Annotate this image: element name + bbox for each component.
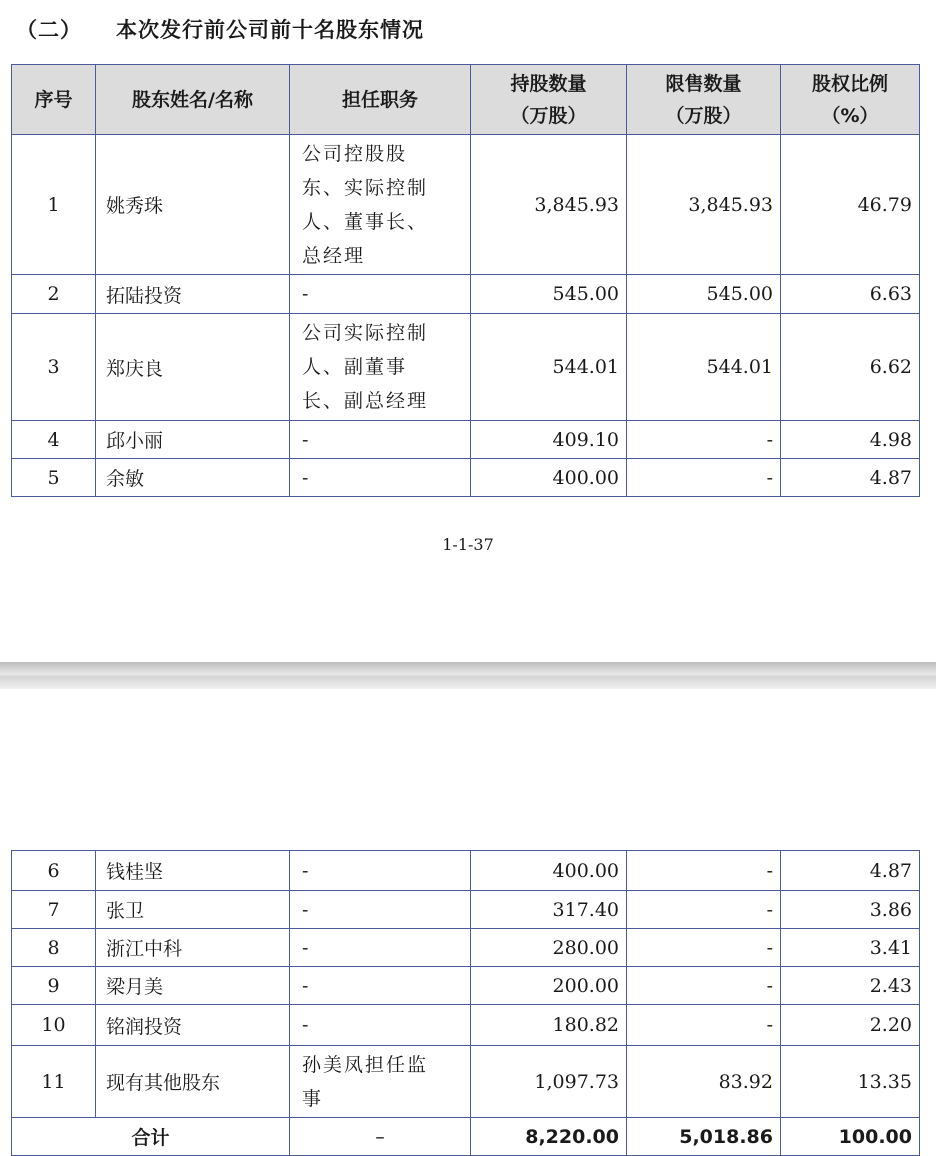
total-label: 合计 bbox=[12, 1118, 290, 1156]
table-row bbox=[12, 929, 920, 967]
cell-name: 拓陆投资 bbox=[96, 275, 290, 314]
cell-duty bbox=[290, 1005, 471, 1046]
cell-ratio: 6.63 bbox=[781, 275, 920, 314]
cell-seq: 1 bbox=[12, 135, 96, 275]
cell-ratio: 6.62 bbox=[781, 314, 920, 421]
cell-restricted: - bbox=[627, 1005, 781, 1046]
duty-line: 人、董事长、 bbox=[302, 210, 429, 233]
duty-line: 东、实际控制 bbox=[302, 176, 429, 199]
table-row bbox=[12, 459, 920, 497]
cell-shares: 409.10 bbox=[471, 421, 627, 459]
cell-seq: 4 bbox=[12, 421, 96, 459]
total-row bbox=[12, 1118, 920, 1156]
duty-line: - bbox=[302, 859, 311, 882]
table-row bbox=[12, 1005, 920, 1046]
header-seq: 序号 bbox=[12, 65, 96, 135]
cell-name: 姚秀珠 bbox=[96, 135, 290, 275]
cell-restricted: 544.01 bbox=[627, 314, 781, 421]
shareholder-table-part-1 bbox=[11, 64, 920, 497]
duty-line: - bbox=[302, 898, 311, 921]
section-heading bbox=[16, 14, 424, 44]
cell-name: 张卫 bbox=[96, 891, 290, 929]
cell-seq: 6 bbox=[12, 851, 96, 891]
cell-duty bbox=[290, 421, 471, 459]
cell-name: 现有其他股东 bbox=[96, 1046, 290, 1118]
cell-name: 余敏 bbox=[96, 459, 290, 497]
shareholder-table-part-2 bbox=[11, 850, 920, 1156]
total-ratio: 100.00 bbox=[781, 1118, 920, 1156]
cell-shares: 1,097.73 bbox=[471, 1046, 627, 1118]
duty-line: - bbox=[302, 974, 311, 997]
cell-duty bbox=[290, 1046, 471, 1118]
cell-restricted: - bbox=[627, 891, 781, 929]
cell-restricted: - bbox=[627, 851, 781, 891]
cell-restricted: - bbox=[627, 967, 781, 1005]
cell-shares: 280.00 bbox=[471, 929, 627, 967]
cell-duty bbox=[290, 314, 471, 421]
table-row bbox=[12, 851, 920, 891]
duty-line: - bbox=[302, 466, 311, 489]
cell-duty bbox=[290, 459, 471, 497]
cell-duty bbox=[290, 851, 471, 891]
cell-duty bbox=[290, 967, 471, 1005]
duty-line: 总经理 bbox=[302, 244, 366, 267]
duty-line: - bbox=[302, 936, 311, 959]
cell-seq: 2 bbox=[12, 275, 96, 314]
page-number: 1-1-37 bbox=[442, 535, 494, 554]
cell-duty bbox=[290, 135, 471, 275]
duty-line: 事 bbox=[302, 1087, 324, 1110]
page-break-divider bbox=[0, 662, 936, 689]
duty-line: - bbox=[302, 283, 311, 305]
cell-ratio: 13.35 bbox=[781, 1046, 920, 1118]
duty-line: 孙美凤担任监 bbox=[302, 1053, 429, 1076]
cell-restricted: 83.92 bbox=[627, 1046, 781, 1118]
cell-name: 郑庆良 bbox=[96, 314, 290, 421]
duty-line: - bbox=[302, 428, 311, 451]
total-shares: 8,220.00 bbox=[471, 1118, 627, 1156]
header-duty: 担任职务 bbox=[290, 65, 471, 135]
header-ratio: 股权比例 （%） bbox=[781, 65, 920, 135]
duty-line: 人、副董事 bbox=[302, 356, 408, 378]
cell-name: 梁月美 bbox=[96, 967, 290, 1005]
cell-restricted: 545.00 bbox=[627, 275, 781, 314]
cell-shares: 400.00 bbox=[471, 851, 627, 891]
cell-shares: 545.00 bbox=[471, 275, 627, 314]
duty-line: - bbox=[302, 1014, 311, 1036]
table-row bbox=[12, 135, 920, 275]
table-row bbox=[12, 1046, 920, 1118]
header-name: 股东姓名/名称 bbox=[96, 65, 290, 135]
cell-seq: 7 bbox=[12, 891, 96, 929]
cell-ratio: 4.87 bbox=[781, 851, 920, 891]
cell-name: 钱桂坚 bbox=[96, 851, 290, 891]
cell-ratio: 4.87 bbox=[781, 459, 920, 497]
cell-ratio: 4.98 bbox=[781, 421, 920, 459]
total-duty: – bbox=[290, 1118, 471, 1156]
cell-ratio: 3.41 bbox=[781, 929, 920, 967]
cell-duty bbox=[290, 929, 471, 967]
cell-ratio: 46.79 bbox=[781, 135, 920, 275]
section-title: 本次发行前公司前十名股东情况 bbox=[116, 18, 424, 42]
cell-seq: 11 bbox=[12, 1046, 96, 1118]
header-shares: 持股数量 （万股） bbox=[471, 65, 627, 135]
cell-duty bbox=[290, 891, 471, 929]
cell-shares: 400.00 bbox=[471, 459, 627, 497]
header-restricted: 限售数量 （万股） bbox=[627, 65, 781, 135]
cell-ratio: 2.20 bbox=[781, 1005, 920, 1046]
cell-duty bbox=[290, 275, 471, 314]
table-row bbox=[12, 967, 920, 1005]
cell-shares: 317.40 bbox=[471, 891, 627, 929]
cell-seq: 5 bbox=[12, 459, 96, 497]
cell-seq: 10 bbox=[12, 1005, 96, 1046]
cell-shares: 544.01 bbox=[471, 314, 627, 421]
cell-name: 浙江中科 bbox=[96, 929, 290, 967]
cell-ratio: 2.43 bbox=[781, 967, 920, 1005]
table-row bbox=[12, 421, 920, 459]
cell-shares: 3,845.93 bbox=[471, 135, 627, 275]
table-header-row bbox=[12, 65, 920, 135]
duty-line: 长、副总经理 bbox=[302, 390, 429, 412]
duty-line: 公司实际控制 bbox=[302, 322, 429, 344]
cell-seq: 3 bbox=[12, 314, 96, 421]
cell-name: 邱小丽 bbox=[96, 421, 290, 459]
duty-line: 公司控股股 bbox=[302, 142, 408, 165]
cell-ratio: 3.86 bbox=[781, 891, 920, 929]
total-restricted: 5,018.86 bbox=[627, 1118, 781, 1156]
cell-shares: 200.00 bbox=[471, 967, 627, 1005]
cell-seq: 9 bbox=[12, 967, 96, 1005]
table-row bbox=[12, 314, 920, 421]
cell-shares: 180.82 bbox=[471, 1005, 627, 1046]
table-row bbox=[12, 275, 920, 314]
cell-restricted: - bbox=[627, 421, 781, 459]
section-number: （二） bbox=[16, 18, 82, 42]
cell-restricted: 3,845.93 bbox=[627, 135, 781, 275]
cell-restricted: - bbox=[627, 929, 781, 967]
cell-name: 铭润投资 bbox=[96, 1005, 290, 1046]
cell-seq: 8 bbox=[12, 929, 96, 967]
table-row bbox=[12, 891, 920, 929]
cell-restricted: - bbox=[627, 459, 781, 497]
